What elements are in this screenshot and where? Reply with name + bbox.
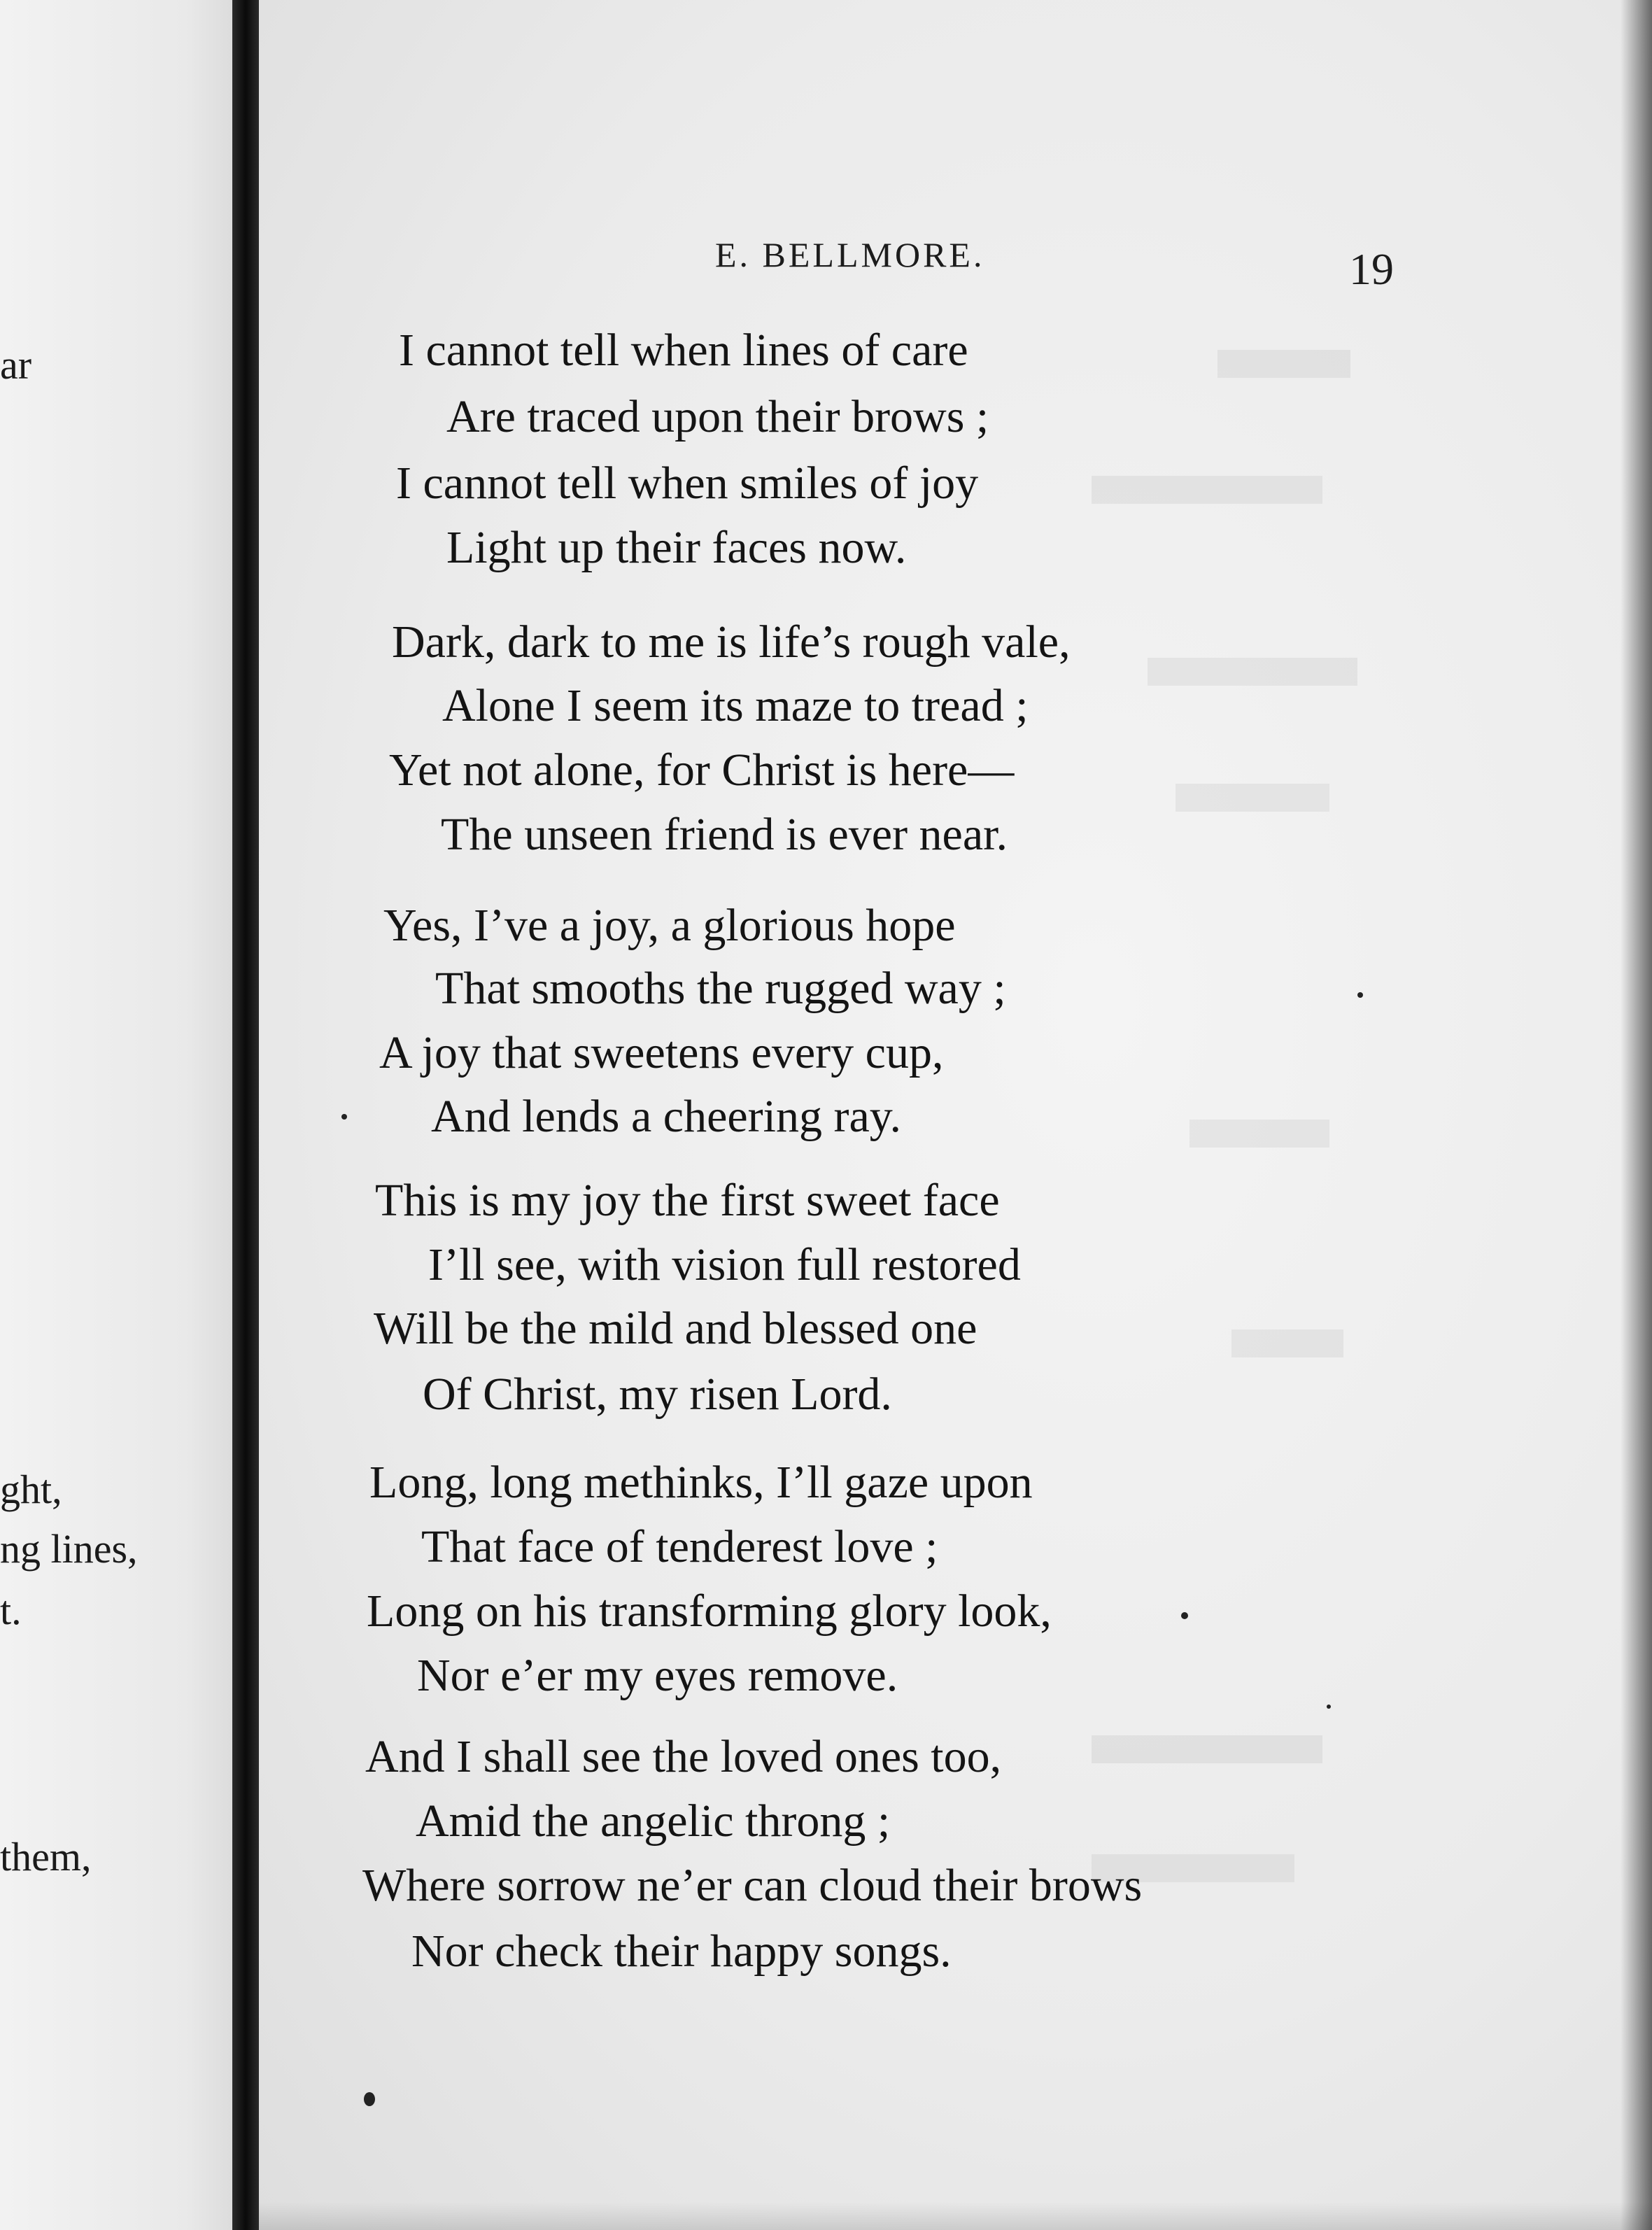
left-page-fragment: them, — [0, 1834, 92, 1879]
poem-line: Amid the angelic throng ; — [416, 1795, 891, 1847]
poem-line: Nor e’er my eyes remove. — [417, 1650, 898, 1701]
poem-line: I cannot tell when lines of care — [399, 325, 968, 376]
poem-line: Are traced upon their brows ; — [446, 391, 989, 442]
page-bottom-shadow — [259, 2202, 1652, 2230]
poem-line: Will be the mild and blessed one — [374, 1303, 977, 1354]
poem-line: Long on his transforming glory look, — [367, 1586, 1052, 1637]
poem-line: This is my joy the first sweet face — [375, 1175, 1000, 1226]
left-page-fragment: ght, — [0, 1467, 62, 1512]
book-spine — [232, 0, 259, 2230]
poem-line: Nor check their happy songs. — [411, 1926, 952, 1977]
page-number: 19 — [1349, 244, 1394, 294]
poem-line: That face of tenderest love ; — [421, 1521, 938, 1572]
poem-line: A joy that sweetens every cup, — [379, 1027, 944, 1078]
poem-line: Yes, I’ve a joy, a glorious hope — [383, 900, 956, 951]
poem-line: Light up their faces now. — [446, 522, 907, 573]
poem-line: And lends a cheering ray. — [431, 1091, 901, 1142]
running-head: E. BELLMORE. — [715, 235, 985, 274]
poem-line: The unseen friend is ever near. — [441, 809, 1008, 860]
poem-line: That smooths the rugged way ; — [435, 963, 1006, 1014]
poem-line: Where sorrow ne’er can cloud their brows — [362, 1860, 1143, 1911]
poem-line: Alone I seem its maze to tread ; — [442, 680, 1029, 731]
poem-line: I cannot tell when smiles of joy — [396, 458, 979, 509]
poem-line: Dark, dark to me is life’s rough vale, — [392, 616, 1071, 668]
poem-line: And I shall see the loved ones too, — [365, 1731, 1002, 1782]
left-page — [0, 0, 232, 2230]
left-page-fragment: ar — [0, 342, 32, 388]
poem-line: Of Christ, my risen Lord. — [423, 1369, 892, 1420]
poem-line: I’ll see, with vision full restored — [428, 1239, 1021, 1290]
left-page-fragment: t. — [0, 1588, 22, 1633]
poem-line: Yet not alone, for Christ is here— — [389, 744, 1015, 796]
left-page-fragment: ng lines, — [0, 1526, 138, 1572]
page-edge-shadow — [1621, 0, 1652, 2230]
poem-line: Long, long methinks, I’ll gaze upon — [369, 1457, 1033, 1508]
